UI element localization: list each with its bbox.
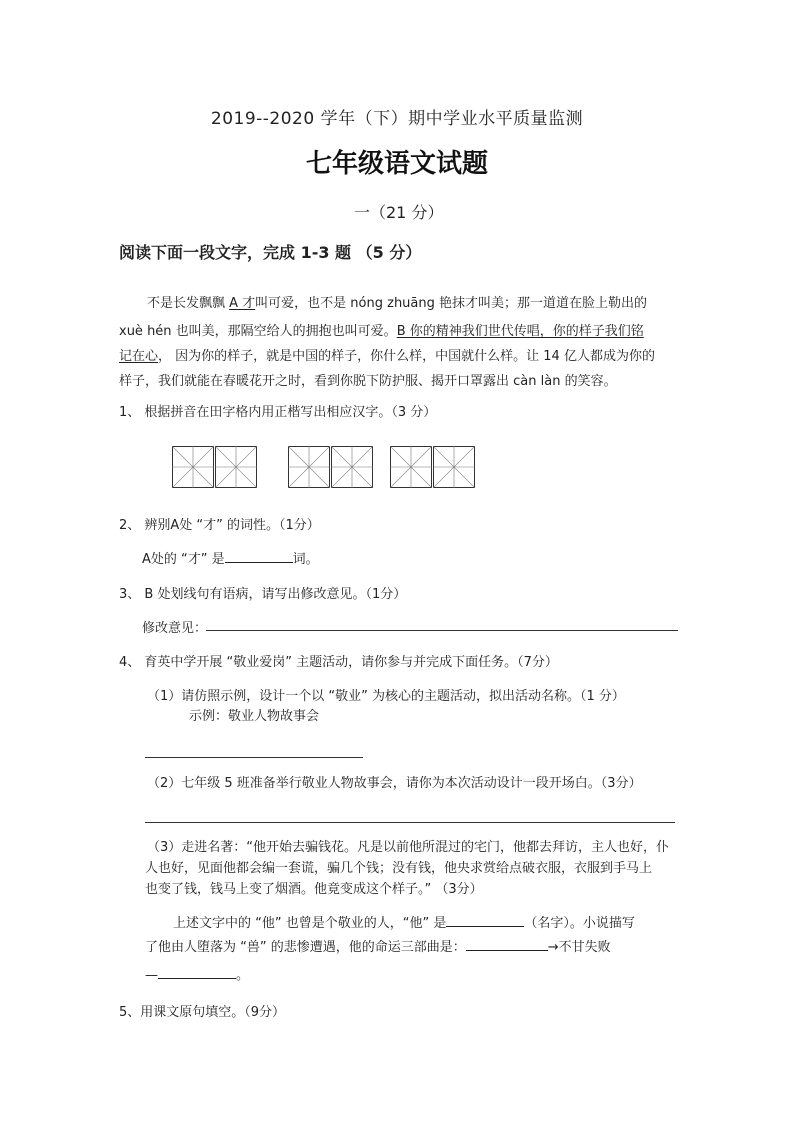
opening-answer-line[interactable] bbox=[145, 822, 675, 823]
reading-line-2 bbox=[119, 320, 644, 339]
question-4-sub-3-line-3: 也变了钱，钱马上变了烟酒。他竟变成这个样子。” （3分） bbox=[145, 882, 483, 897]
novel-question-line-2 bbox=[145, 936, 611, 955]
question-4-sub-3-line-2: 人也好，见面他都会编一套谎，骗几个钱；没有钱，他央求赏给点破衣服，衣服到手马上 bbox=[145, 861, 653, 876]
example-text: 示例：敬业人物故事会 bbox=[189, 709, 320, 724]
tianzige-cell[interactable] bbox=[331, 446, 373, 488]
reading-text: 叫可爱，也不是 nóng zhuāng 艳抹才叫美；那一道道在脸上勒出的 bbox=[255, 296, 648, 311]
reading-line-3 bbox=[119, 345, 655, 364]
fate-blank-1[interactable] bbox=[466, 936, 548, 951]
answer-suffix: 词。 bbox=[292, 552, 319, 567]
fate-blank-2[interactable] bbox=[158, 964, 236, 979]
exam-header: 2019--2020 学年（下）期中学业水平质量监测 bbox=[210, 109, 584, 129]
question-2-answer-line bbox=[142, 548, 319, 567]
revision-answer-line[interactable] bbox=[206, 630, 678, 631]
mark-a: A 才 bbox=[229, 296, 256, 311]
question-3: 3、 B 处划线句有语病，请写出修改意见。（1分） bbox=[119, 587, 407, 602]
section-heading: 一（21 分） bbox=[354, 203, 444, 222]
mark-b-sentence-end: 记在心 bbox=[119, 349, 159, 364]
novel-text: 上述文字中的 “他” 也曾是个敬业的人，“他” 是 bbox=[173, 916, 447, 931]
question-4-sub-1: （1）请仿照示例，设计一个以 “敬业” 为核心的主题活动，拟出活动名称。（1 分） bbox=[147, 689, 625, 704]
page-title: 七年级语文试题 bbox=[305, 149, 488, 179]
reading-heading: 阅读下面一段文字，完成 1-3 题 （5 分） bbox=[119, 243, 422, 262]
novel-question-line-3 bbox=[145, 964, 249, 983]
question-4-sub-3-line-1: （3）走进名著：“他开始去骗钱花。凡是以前他所混过的宅门，他都去拜访，主人也好，仆 bbox=[147, 840, 670, 855]
tianzige-cell[interactable] bbox=[172, 446, 214, 488]
question-2: 2、 辨别A处 “才” 的词性。（1分） bbox=[119, 518, 320, 533]
novel-text: 了他由人堕落为 “兽” 的悲惨遭遇，他的命运三部曲是： bbox=[145, 940, 466, 955]
tianzige-cell[interactable] bbox=[390, 446, 432, 488]
novel-text: →不甘失败 bbox=[547, 940, 611, 955]
reading-text: xuè hén 也叫美，那隔空给人的拥抱也叫可爱。 bbox=[119, 324, 397, 339]
reading-text: 不是长发飘飘 bbox=[147, 296, 230, 311]
answer-blank[interactable] bbox=[225, 548, 293, 563]
reading-text: ， 因为你的样子，就是中国的样子，你什么样，中国就什么样。让 14 亿人都成为你的 bbox=[158, 349, 655, 364]
reading-line-4: 样子，我们就能在春暖花开之时，看到你脱下防护服、揭开口罩露出 càn làn 的笑容。 bbox=[119, 374, 617, 389]
tianzige-cell[interactable] bbox=[215, 446, 257, 488]
mark-b-sentence: B 你的精神我们世代传唱，你的样子我们铭 bbox=[396, 324, 644, 339]
novel-question-line-1 bbox=[173, 912, 635, 931]
tianzige-cell[interactable] bbox=[433, 446, 475, 488]
activity-name-answer-line[interactable] bbox=[145, 757, 363, 758]
name-blank[interactable] bbox=[446, 912, 524, 927]
question-5: 5、用课文原句填空。（9分） bbox=[119, 1005, 286, 1020]
answer-prefix: A处的 “才” 是 bbox=[142, 552, 225, 567]
reading-line-1 bbox=[147, 292, 647, 311]
novel-text: 。 bbox=[236, 968, 250, 983]
novel-text: （名字）。小说描写 bbox=[524, 916, 635, 931]
question-4: 4、 育英中学开展 “敬业爱岗” 主题活动，请你参与并完成下面任务。（7分） bbox=[119, 655, 558, 670]
revision-label: 修改意见： bbox=[142, 621, 208, 636]
question-4-sub-2: （2）七年级 5 班准备举行敬业人物故事会，请你为本次活动设计一段开场白。（3分） bbox=[147, 776, 642, 791]
novel-text: — bbox=[145, 968, 158, 983]
tianzige-cell[interactable] bbox=[288, 446, 330, 488]
question-1: 1、 根据拼音在田字格内用正楷写出相应汉字。（3 分） bbox=[119, 405, 437, 420]
